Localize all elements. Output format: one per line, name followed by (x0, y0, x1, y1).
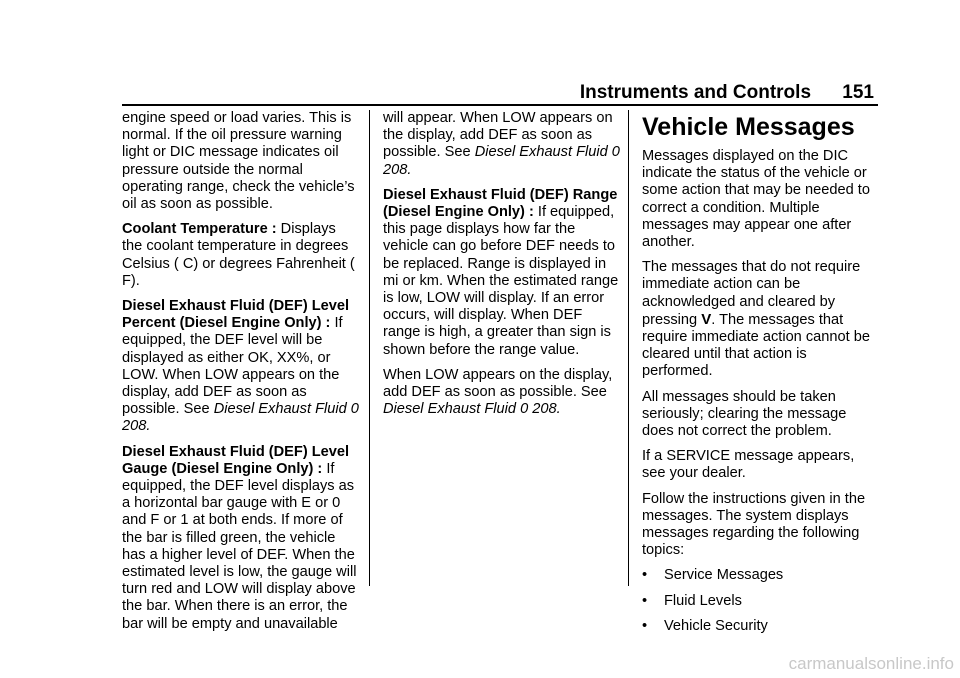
bullet-icon: • (642, 592, 648, 609)
column-divider (628, 110, 629, 586)
watermark: carmanualsonline.info (788, 654, 954, 673)
cross-reference-link[interactable]: Diesel Exhaust Fluid 0 208. (383, 401, 561, 418)
list-item-label: Vehicle Security (664, 617, 768, 634)
term-label: Diesel Exhaust Fluid (DEF) Range (Diesel Engine Only) : (383, 186, 618, 221)
paragraph-text: The messages that do not require immediate action can be acknowledged and cleared by pressing (642, 259, 861, 328)
page-number: 151 (842, 82, 874, 103)
column-divider (369, 110, 370, 586)
list-item-label: Service Messages (664, 567, 784, 584)
term-label: Coolant Temperature : (122, 221, 281, 238)
cross-reference-link[interactable]: Diesel Exhaust Fluid 0 208. (122, 401, 359, 435)
checkmark-icon: V (701, 310, 712, 328)
term-label: Diesel Exhaust Fluid (DEF) Level Percent (Diesel Engine Only) : (122, 298, 350, 332)
paragraph-text: When LOW appears on the display, add DEF as soon as possible. See (383, 366, 613, 401)
header-rule (122, 104, 878, 106)
list-item (642, 593, 880, 610)
paragraph: Follow the instructions given in the messages. The system displays messages regarding the following topics: (642, 490, 866, 559)
paragraph-text: . The messages that require immediate action cannot be cleared until that action is performed. (642, 311, 870, 380)
list-item (642, 618, 880, 635)
page-header (580, 82, 874, 104)
list-item-label: Fluid Levels (664, 592, 742, 609)
paragraph-text: Displays the coolant temperature in degrees Celsius ( C) or degrees Fahrenheit ( F). (122, 221, 355, 289)
column-1 (122, 110, 360, 641)
paragraph-text: If equipped, the DEF level displays as a horizontal bar gauge with E or 0 and F or 1 at both ends. If more of the bar is filled green, the vehicle has a higher level of DEF. When the estimated level is low, the gauge will turn red and LOW will display above the bar. When there is an error, the bar will be empty and unavailable (122, 460, 357, 632)
paragraph: Messages displayed on the DIC indicate the status of the vehicle or some action that may be needed to correct a condition. Multiple messages may appear one after another. (642, 148, 870, 251)
paragraph (383, 367, 621, 419)
paragraph (642, 259, 880, 380)
def-percent-paragraph (122, 298, 360, 436)
paragraph: engine speed or load varies. This is normal. If the oil pressure warning light or DIC message indicates oil pressure outside the normal operating range, check the vehicle’s oil as soon as possible. (122, 110, 355, 213)
paragraph-text: If equipped, the DEF level will be displayed as either OK, XX%, or LOW. When LOW appears on the display, add DEF as soon as possible. See (122, 315, 343, 418)
list-item (642, 567, 880, 584)
def-range-paragraph (383, 187, 621, 359)
paragraph: If a SERVICE message appears, see your dealer. (642, 448, 855, 482)
paragraph (383, 110, 621, 179)
paragraph-text: will appear. When LOW appears on the display, add DEF as soon as possible. See (383, 110, 613, 161)
term-label: Diesel Exhaust Fluid (DEF) Level Gauge (Diesel Engine Only) : (122, 443, 350, 477)
column-2 (383, 110, 621, 426)
cross-reference-link[interactable]: Diesel Exhaust Fluid 0 208. (383, 144, 620, 178)
bullet-icon: • (642, 567, 648, 584)
section-title: Instruments and Controls (579, 82, 812, 103)
paragraph: All messages should be taken seriously; clearing the message does not correct the problem. (642, 388, 847, 440)
column-3 (642, 110, 880, 643)
section-heading: Vehicle Messages (642, 113, 855, 141)
topic-list (642, 567, 880, 635)
bullet-icon: • (642, 617, 648, 634)
paragraph-text: If equipped, this page displays how far the vehicle can go before DEF needs to be replaced. Range is displayed in mi or km. When the estimated range is low, LOW will display. If an error occurs, will display. When DEF range is high, a greater than sign is shown before the range value. (383, 204, 619, 358)
def-gauge-paragraph (122, 444, 360, 633)
coolant-paragraph (122, 221, 360, 290)
